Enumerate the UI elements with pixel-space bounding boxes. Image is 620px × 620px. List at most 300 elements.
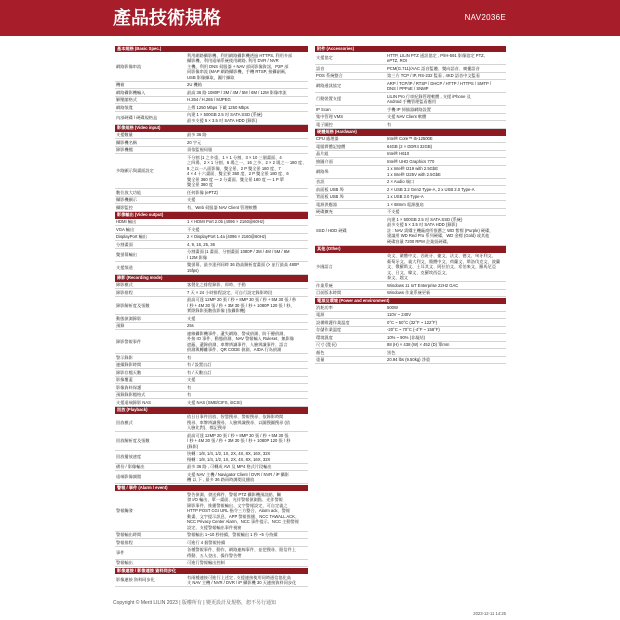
spec-label: 音訊: [316, 179, 325, 184]
spec-value: [387, 312, 506, 318]
spec-value: [187, 219, 308, 225]
spec-label: 電源: [316, 312, 325, 317]
spec-value: [387, 320, 506, 326]
spec-label: 電子圖控: [316, 121, 333, 127]
spec-value: [187, 53, 308, 81]
spec-value-line: 1 x Intel® I219 with 2.5GbE: [387, 166, 439, 171]
spec-row: [115, 82, 308, 90]
spec-value-line: 攝影機、利用遠端系統使用網路, 利用 DVR / NVR: [187, 58, 279, 63]
spec-value-line: 有 / 設置自訂: [187, 362, 212, 367]
spec-row: [115, 323, 308, 331]
spec-row: [115, 560, 308, 568]
spec-value: [187, 540, 308, 546]
spec-label: 硬碟擴充: [316, 209, 333, 214]
spec-row: [315, 52, 506, 65]
spec-row: [115, 377, 308, 385]
spec-value-line: Intel® UHD Graphics 770: [387, 158, 435, 164]
spec-value-line: NCC Privacy Center Alarm、NCC 事件提示、NCC 主動警報: [187, 519, 299, 524]
spec-value-line: ARP / TCP/IP / RTSP / DHCP / HTTP / HTTPS / SMTP /: [387, 80, 492, 86]
spec-value: [387, 350, 506, 356]
spec-value-line: 有: [187, 354, 192, 360]
spec-value-line: 文、俄羅斯文、土耳其文、阿拉伯文、希伯來文、羅馬尼亞: [387, 264, 496, 269]
spec-value-line: 10% ~ 90% (非凝結): [387, 334, 426, 340]
spec-row: [315, 304, 506, 312]
spec-value: [187, 323, 308, 329]
spec-value: [187, 155, 308, 188]
spec-row: [315, 253, 506, 283]
spec-row: [115, 249, 308, 262]
section-header: 錄影 (Recording mode): [115, 275, 308, 282]
spec-value-line: 同影像串流 (MAP 網路攝影機，手機 RTSP, 接攝副碼，: [187, 69, 290, 74]
spec-label: IP Scan: [316, 106, 331, 112]
spec-value: [187, 140, 308, 146]
spec-value-line: 20.94 lbs (9.50kg) 淨重: [387, 357, 431, 362]
spec-label: 作業系統: [316, 282, 333, 288]
spec-label: 錄影解析度及張數: [116, 302, 150, 308]
spec-value-line: 內建 1 × 500GB 2.5 吋 SATA SSD (系統): [387, 216, 463, 222]
spec-label: 網路攝影機輸入: [116, 89, 146, 95]
spec-value-line: 最多 36 路 , 可轉成 AVI 及 MP4 格式片段輸出: [187, 464, 272, 469]
spec-value: [187, 370, 308, 376]
spec-value-line: 不支援: [187, 226, 200, 232]
section-header: 影像規格 (Video input): [115, 125, 308, 132]
section-header: 警報 / 事件 (Alarm / event): [115, 485, 308, 492]
spec-label: 回放解析度及張數: [116, 438, 150, 443]
spec-value: [187, 205, 308, 211]
spec-value-line: LILIN Pro 行車紀錄管理軟體 , 支援 iPhone 及: [387, 93, 471, 99]
spec-value: [187, 560, 308, 566]
spec-row: [315, 143, 506, 151]
spec-label: 網路頻寬: [116, 104, 133, 110]
spec-value-line: 有 / 天數自訂: [187, 369, 212, 375]
spec-row: [315, 106, 506, 114]
spec-row: [115, 226, 308, 234]
spec-label: 支援頻道: [116, 264, 133, 270]
spec-value-line: 1 x Intel® I225V with 2.5GbE: [387, 171, 441, 177]
spec-value-line: 遮蔽、遺錄偵測、車牌辨識事件、人臉辨識事件、語言: [187, 341, 288, 347]
spec-label: 攝影監控: [116, 204, 133, 210]
spec-value: [387, 179, 506, 185]
spec-value-line: PCM(G.711)/AAC 語音監聽、雙向語音、廣播語音: [387, 65, 480, 71]
spec-value: [187, 190, 308, 196]
header-bar: [0, 0, 620, 36]
spec-value: [187, 451, 308, 462]
spec-value-line: 2U 機箱: [187, 82, 202, 87]
spec-value: [187, 316, 308, 322]
spec-value-line: 2 × Audio 端口: [387, 179, 415, 184]
spec-value-line: 4, 9, 16, 25, 36: [187, 241, 215, 247]
spec-value: [387, 73, 506, 79]
spec-label: 機箱: [116, 82, 125, 87]
spec-label: 影像連接 資料同步化: [116, 577, 155, 583]
spec-value: [187, 132, 308, 138]
spec-row: [315, 114, 506, 122]
spec-value: [387, 122, 506, 128]
spec-label: 存儲作業溫度: [316, 327, 342, 332]
spec-value-line: 最多支援 5 × 3.5 吋 SATA HDD (錄影): [387, 222, 457, 227]
spec-row: [315, 290, 506, 298]
spec-value: [187, 90, 308, 96]
spec-value-line: DNS / PPPoE / SNMP: [387, 86, 429, 91]
spec-row: [115, 89, 308, 97]
spec-label: 行動裝置支援: [316, 96, 342, 102]
spec-value: [387, 144, 506, 150]
spec-value-line: 有: [387, 121, 392, 127]
spec-label: 尺寸 (寬長): [316, 342, 337, 347]
spec-value: [387, 357, 506, 363]
spec-value: [187, 472, 308, 483]
spec-row: [315, 158, 506, 166]
section-header: 影像輸出 (Video output): [115, 212, 308, 219]
page-title: 產品技術規格: [113, 8, 221, 28]
spec-label: 前面板 USB 埠: [316, 186, 344, 192]
spec-value: [187, 97, 308, 103]
section-header: 回放 (Playback): [115, 407, 308, 414]
spec-label: 錄影機檔: [116, 147, 133, 152]
spec-value-line: 手機 IP 掃描器網路設置: [387, 106, 431, 112]
spec-value-line: 各種警報事件、動作，網路連線事件、並把搜尋、限信件上: [187, 547, 296, 552]
spec-row: [115, 464, 308, 472]
spec-value-line: 最多 36 路: [187, 132, 207, 137]
spec-value-line: 警報輸出 1~10 秒持續，警報輸出 1 秒 ~5 分持續: [187, 532, 278, 537]
spec-value-line: 2 × DisplayPort 1.4a (4096 × 2160@60Hz): [187, 234, 267, 239]
spec-value: [387, 187, 506, 193]
spec-label: 多路顯示與畫面設定: [116, 168, 154, 174]
spec-value-line: 警告偵測、發送郵件、警報 PTZ 攝影機預設點、觸: [187, 491, 281, 497]
spec-value-line: 不分割 (1 之多重、1 × 1 分割、3 × 10 三個畫面、4: [187, 154, 282, 160]
spec-value-line: 64GB (2 × DDR4 32GB): [387, 143, 433, 149]
spec-row: [115, 189, 308, 197]
spec-value-line: / 秒 + 4M 30 張 / 秒 + 3M 30 張 / 秒 + 1080P 120 張 / 秒，: [187, 302, 295, 308]
spec-value: [187, 532, 308, 538]
spec-label: 攝影機顯示: [116, 197, 137, 202]
spec-value-line: 不支援: [387, 209, 400, 214]
section-header: 基本規格 (Basic Spec.): [115, 46, 308, 53]
spec-value: [187, 290, 308, 296]
spec-value-line: 7 天 × 24 小時排程設定，可自行設定錄影時段: [187, 289, 273, 295]
spec-value-line: 錄影事件、推播警報輸出、文字警報設定、可自定義之: [187, 502, 288, 508]
footer-copyright: Copyright © Merit LILIN 2023 | 版權所有 | 變更設計及規格，恕不另行通知: [113, 600, 276, 606]
spec-row: [115, 289, 308, 297]
spec-label: 設備維護作業溫度: [316, 319, 350, 325]
spec-label: 分割畫面: [116, 241, 133, 247]
spec-value: [387, 66, 506, 72]
spec-row: [115, 147, 308, 155]
spec-label: 回放模式: [116, 419, 133, 425]
spec-row: [315, 312, 506, 320]
spec-value-line: 支援: [187, 315, 196, 321]
spec-value-line: 主機，利用 DNS 伺服器 + NAV 部同影像資訊，P2P 部: [187, 63, 289, 69]
spec-value-line: 有: [187, 384, 192, 390]
spec-value-line: 2 × USB 3.2 Gen2 Type-A, 2 x USB 2.0 Type-A: [387, 186, 475, 192]
spec-label: 攝影機名稱: [116, 139, 137, 145]
spec-row: [315, 136, 506, 144]
spec-row: [315, 194, 506, 202]
spec-value: [387, 217, 506, 245]
spec-label: POS 系統整合: [316, 73, 343, 78]
spec-value: [187, 414, 308, 431]
spec-row: [115, 451, 308, 464]
spec-label: 環境濕度: [316, 334, 333, 340]
spec-label: 數位放大功能: [116, 189, 142, 195]
spec-value-line: 可進行 4 個警報持續: [187, 539, 226, 545]
spec-value: [187, 105, 308, 111]
spec-label: 集中管理 VMS: [316, 114, 343, 119]
spec-row: [115, 132, 308, 140]
spec-label: 事件: [116, 549, 125, 555]
spec-row: [115, 539, 308, 547]
spec-row: [115, 241, 308, 249]
spec-row: [115, 139, 308, 147]
spec-row: [315, 65, 506, 73]
spec-label: 電源供應器: [316, 201, 337, 207]
spec-row: [115, 432, 308, 451]
spec-row: [315, 201, 506, 209]
spec-row: [115, 399, 308, 407]
spec-value-line: 機 以 下 , 最多 36 路同時調閱及播放: [187, 477, 255, 482]
spec-row: [115, 414, 308, 433]
spec-label: 電腦實體記憶體: [316, 143, 346, 149]
spec-value-line: 500W: [387, 304, 398, 310]
spec-value-line: / 秒 + 4M 30 張 / 秒 + 3M 30 張 / 秒 + 1080P 120 張 / 秒: [187, 438, 291, 443]
spec-label: 內部硬碟 / 硬碟規格盒: [116, 114, 158, 120]
spec-value-line: 支援: [187, 197, 196, 202]
spec-value: [187, 433, 308, 450]
spec-label: 影像資料保護: [116, 384, 142, 390]
spec-value-line: -20°C ~ 70°C (-4°F ~ 158°F): [387, 327, 440, 332]
spec-label: CPU 處理器: [316, 136, 339, 141]
spec-value: [187, 234, 308, 240]
spec-row: [115, 362, 308, 370]
spec-value-line: 文、日文、韓文、克羅埃西亞文、: [387, 269, 450, 275]
spec-row: [115, 262, 308, 275]
spec-label: 多國語言: [316, 264, 333, 269]
spec-row: [115, 532, 308, 540]
spec-value-line: ePTZ, ROI: [387, 58, 408, 63]
spec-value-line: Windows 11 IoT Enterprise 22H2 GAC: [387, 282, 459, 288]
spec-row: [115, 197, 308, 205]
spec-value: [187, 262, 308, 273]
spec-value-line: HTTP, LILIN PTZ 通訊協定 , P/IH-591 影像協定 PTZ,: [387, 52, 485, 58]
spec-label: 網路影像串流: [116, 63, 142, 69]
spec-value: [387, 202, 506, 208]
spec-value-line: 依日日事件回放、智慧搜尋、警報搜尋、依錄影時間: [187, 414, 284, 419]
spec-row: [115, 392, 308, 400]
spec-label: 支援數量: [116, 132, 133, 137]
spec-value-line: 註 : NAV 需購主機廠商所推薦之 WD 紫標 (Purple) 硬碟，: [387, 227, 494, 233]
spec-value-line: USB 影像擷取，圖片擷取: [187, 74, 235, 80]
section-header: 附件 (Accessories): [315, 46, 506, 53]
spec-value: [387, 114, 506, 120]
spec-row: [115, 354, 308, 362]
spec-value: [187, 242, 308, 248]
spec-row: [315, 73, 506, 81]
spec-value-line: 須依監視伺服: [187, 147, 213, 152]
spec-value: [187, 547, 308, 558]
spec-value: [187, 377, 308, 383]
spec-label: 背面板 USB 埠: [316, 194, 344, 199]
spec-value: [187, 331, 308, 353]
spec-value: [387, 107, 506, 113]
spec-row: [315, 80, 506, 93]
spec-value: [387, 209, 506, 215]
spec-value: [387, 342, 506, 348]
spec-row: [315, 151, 506, 159]
spec-label: 影像覆蓋: [116, 377, 133, 382]
spec-value: [187, 355, 308, 361]
spec-label: 遠端影像調閱: [116, 474, 142, 480]
spec-value-line: 有兩種連接可進行上述定 , 支援連接使用同時通信協化高: [187, 574, 291, 580]
spec-label: 消耗功率: [316, 304, 333, 310]
spec-label: HDMI 輸出: [116, 219, 137, 224]
spec-label: 網路埠: [316, 168, 329, 174]
spec-value-line: 最高 36 路 1080P / 3M / 4M / 5M / 6M / 12M 影像串流: [187, 89, 287, 95]
footer-date: 2023-12-11 14:25: [473, 611, 506, 616]
spec-value: [187, 227, 308, 233]
spec-value-line: 內建 1 × 500GB 2.5 吋 SATA SSD (系統): [187, 112, 263, 117]
spec-label: 回放播放速度: [116, 453, 142, 459]
spec-value-line: Windows 作業系統更新: [387, 290, 431, 295]
spec-value-line: 實際錄影張數依影像 (依攝影機): [187, 308, 246, 313]
spec-label: 警報輸出時間: [116, 532, 142, 537]
spec-row: [315, 327, 506, 335]
spec-row: [315, 342, 506, 350]
spec-label: 錄影模式: [116, 282, 133, 287]
spec-value: [387, 159, 506, 165]
spec-value-line: 可進行警報輸出控制: [187, 560, 225, 565]
spec-value-line: 110V ~ 240V: [387, 312, 412, 317]
spec-value: [387, 94, 506, 105]
spec-value: [387, 327, 506, 333]
spec-label: 錄影存檔天數: [116, 369, 142, 375]
spec-label: 解壓縮格式: [116, 97, 137, 102]
spec-value-line: 最高可達 12MP 20 張 / 秒 + 8MP 30 張 / 秒 + 5M 30 張 / 秒: [187, 297, 297, 302]
spec-label: 語音: [316, 65, 325, 71]
model-number: NAV2036E: [464, 13, 506, 22]
spec-row: [115, 154, 308, 189]
spec-row: [115, 112, 308, 125]
spec-label: 錄影排程: [116, 289, 133, 295]
spec-row: [315, 357, 506, 365]
spec-value-line: 支 NAV 主機 / NVR / DVR / iP 攝影機 30 天連接資料同步化: [187, 580, 297, 585]
spec-row: [115, 204, 308, 212]
spec-value-line: 任何影像 (ePTZ): [187, 189, 218, 195]
spec-row: [315, 186, 506, 194]
spec-value-line: H.264 / H.265 / MJPEG: [187, 97, 231, 102]
spec-label: 支援遠端錄影 NAS: [116, 399, 151, 405]
spec-value-line: 雙全景 360 度 — 2 分畫面、雙全景 180 度 — 1 P 單: [187, 176, 284, 182]
spec-label: VGA 輸出: [116, 226, 135, 232]
spec-label: 目前版本時間: [316, 290, 342, 295]
spec-value-line: 最多支援 5 × 3.5 吋 SATA HDD (錄影): [187, 117, 257, 123]
spec-row: [315, 179, 506, 187]
section-header: 影像連接 / 影像連接 資料同步化: [115, 568, 308, 575]
spec-column-left: [115, 45, 308, 587]
spec-value-line: 建議用 WD Red Pro 系列硬碟，WD 金標 (Gold) 或其他: [387, 233, 490, 238]
spec-label: 備份 / 影像輸出: [116, 464, 145, 469]
spec-label: 錄影警報事件: [116, 338, 142, 344]
spec-value: [387, 53, 506, 64]
spec-label: DisplayPort 輸出: [116, 234, 147, 239]
spec-row: [115, 97, 308, 105]
section-header: 硬體規格 (Hardware): [315, 129, 506, 136]
spec-value-line: Android 手機管理監看應用: [387, 99, 437, 104]
spec-value-line: 設定、支援警報輸出事件視窗: [187, 524, 242, 530]
spec-value-line: 有，Web 伺服器 NAV Client 管理軟體: [187, 204, 257, 210]
spec-value-line: 人臉比對)、標記搜尋: [187, 425, 227, 430]
spec-value: [187, 575, 308, 586]
spec-value: [187, 297, 308, 314]
spec-row: [115, 471, 308, 484]
spec-value-line: 第三方 TCP / IP, RS-232 監看 , 4KD 語音中文監看: [387, 73, 480, 78]
spec-label: 雙螢幕輸出: [116, 251, 137, 257]
spec-value-line: 外接 IO 事件、動態偵測、NAV 警報輸入 Ruleset、無影像: [187, 336, 294, 341]
spec-row: [115, 330, 308, 354]
spec-value: [187, 362, 308, 368]
spec-row: [115, 234, 308, 242]
spec-value: [187, 492, 308, 531]
spec-value-line: HTTP POST CGI URL 指令三方整合、Alarm ack、警報: [187, 508, 290, 513]
spec-value-line: 15fps): [187, 267, 199, 273]
spec-value-line: 雙全景 360 度: [187, 182, 214, 187]
spec-value-line: 最高可達 12MP 20 張 / 秒 + 8MP 30 張 / 秒 + 5M 30 張: [187, 432, 289, 438]
spec-value-line: 支援 NAV 主機 / Navigator Client / DVR / NVR / iP 攝影: [187, 471, 289, 477]
spec-value: [187, 400, 308, 406]
spec-label: 預錄: [116, 323, 125, 328]
spec-label: 支援協定: [316, 55, 333, 61]
spec-row: [315, 282, 506, 290]
spec-value-line: 1 × HDMI Port 2.0b (4096 × 2160@60Hz): [187, 219, 265, 224]
spec-label: 連續錄影時間: [116, 362, 142, 367]
spec-value: [387, 151, 506, 157]
spec-label: 晶片組: [316, 151, 329, 156]
spec-value-line: 傳動、五人登出、操作警告帶: [187, 552, 242, 558]
spec-row: [115, 369, 308, 377]
spec-value: [387, 81, 506, 92]
spec-row: [315, 334, 506, 342]
spec-value-line: 搜尋、車牌辨識搜尋、人臉辨識搜尋、以圖搜圖搜尋 (依: [187, 419, 291, 425]
spec-value-line: 慢轉 : 1/8, 1/4, 1/2, 1X, 2X, 4X, 8X, 16X, 32X: [187, 456, 271, 462]
spec-value-line: 有: [187, 392, 192, 397]
spec-value-line: 動畫、文字提示訊息、APP 警報推播、NCC TAWALL ACK、: [187, 513, 300, 519]
spec-value: [387, 283, 506, 289]
spec-value-line: 雙螢幕，最多達到同時 36 路高解析度畫面 (> 並行最高 480P: [187, 262, 300, 267]
spec-value: [187, 392, 308, 398]
spec-value-line: 硬碟容量 7200 RPM 企業級硬碟。: [387, 238, 451, 244]
spec-label: 警報輸出: [116, 560, 133, 565]
spec-value-line: 葡萄牙文、義大利文、簡體中文、荷蘭文、斯洛伐克文、波蘭: [387, 258, 501, 264]
spec-label: 重量: [316, 357, 325, 362]
spec-value: [387, 335, 506, 341]
spec-label: SSD / HDD 硬碟: [316, 227, 347, 233]
section-header: 其他 (Other): [315, 246, 506, 253]
spec-label: 預錄錄影檔格式: [116, 392, 146, 397]
spec-value-line: 之四場、2 × 1 分割、6 場之一、16 之多、2 × 2 場之一 180 度、: [187, 160, 307, 165]
spec-row: [315, 166, 506, 179]
spec-value-line: 連線攝影機事件、遺失網路、警戒偵測、防干擾偵測、: [187, 330, 288, 336]
spec-value: [387, 253, 506, 281]
spec-value-line: Intel® Core™ i5-12500E: [387, 136, 433, 141]
spec-value-line: 支援: [187, 377, 196, 382]
spec-label: 動態偵測錄影: [116, 315, 142, 321]
spec-value: [187, 147, 308, 153]
spec-row: [115, 52, 308, 82]
spec-row: [115, 297, 308, 316]
spec-value: [187, 385, 308, 391]
spec-row: [115, 384, 308, 392]
spec-value-line: 客製化之排程錄影、即時、手動: [187, 282, 246, 287]
spec-value-line: 支援 NAS (SMB/CIFS, iSCSI): [187, 399, 242, 405]
